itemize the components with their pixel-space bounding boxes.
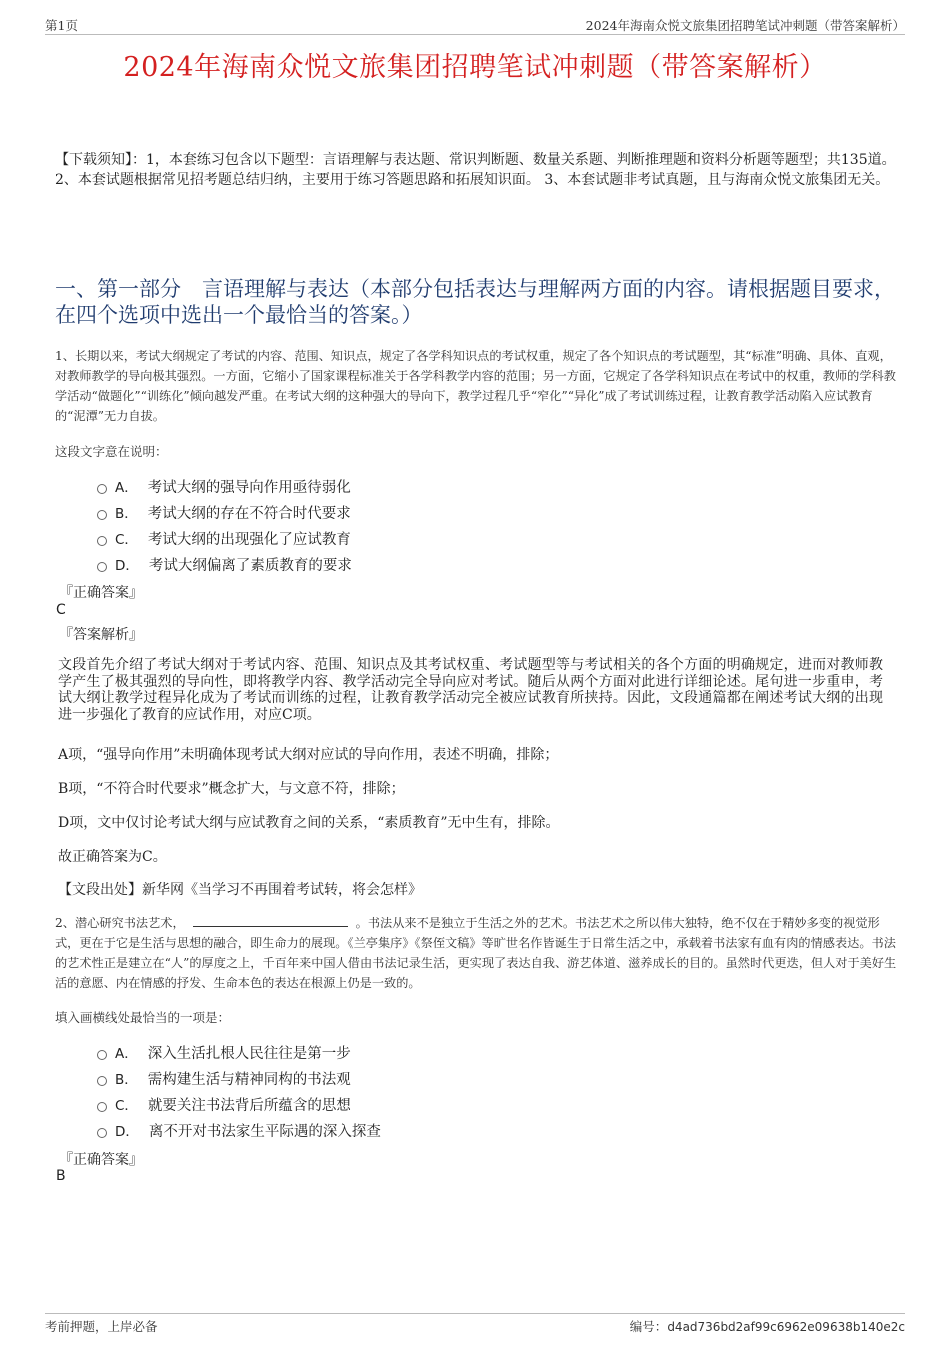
page-header (45, 14, 905, 35)
question-2-text: 2、潜心研究书法艺术， 。书法从来不是独立于生活之外的艺术。书法艺术之所以伟大独特，绝不仅在于精妙多变的视觉形式，更在于它是生活与思想的融合，即生命力的展现。《兰亭集序》《祭侄文稿》等旷世名作皆诞生于日常生活之中，承载着书法家有血有肉的情感表达。书法的艺术性正是建立在“人”的厚度之上，千百年来中国人借由书法记录生活，更实现了表达自我、游艺体道、滋养成长的目的。虽然时代更迭，但人对于美好生活的意愿、内在情感的抒发、生命本色的表达在根源上仍是一致的。 (55, 916, 897, 990)
question-2-option-b[interactable]: B． 需构建生活与精神同构的书法观 (97, 1068, 351, 1088)
radio-icon[interactable] (97, 1128, 107, 1138)
analysis-option-a: A项，“强导向作用”未明确体现考试大纲对应试的导向作用，表述不明确，排除； (58, 747, 559, 763)
radio-icon[interactable] (97, 484, 107, 494)
question-1-answer: C (56, 602, 66, 618)
question-2-prompt: 填入画横线处最恰当的一项是： (55, 1010, 231, 1025)
question-1-option-a[interactable]: A． 考试大纲的强导向作用亟待弱化 (97, 476, 351, 496)
question-2-option-a[interactable]: A． 深入生活扎根人民往往是第一步 (97, 1042, 351, 1062)
question-1-analysis: 文段首先介绍了考试大纲对于考试内容、范围、知识点及其考试权重、考试题型等与考试相关的各个方面的明确规定，进而对教师教学产生了极其强烈的导向性，即将教学内容、教学活动完全导向应对考试。随后从两个方面对此进行详细论述。尾句进一步重申，考试大纲让教学过程异化成为了考试而训练的过程，让教育教学活动完全被应试教育所挟持。因此，文段通篇都在阐述考试大纲的出现进一步强化了教育的应试作用，对应C项。 (58, 657, 883, 723)
download-notice: 【下载须知】：1，本套练习包含以下题型：言语理解与表达题、常识判断题、数量关系题、判断推理题和资料分析题等题型；共135道。 2、本套试题根据常见招考题总结归纳，主要用于练习答题思路和拓展知识面。 3、本套试题非考试真题，且与海南众悦文旅集团无关。 (55, 152, 896, 188)
question-1-analysis-label: 『答案解析』 (59, 627, 143, 643)
analysis-conclusion: 故正确答案为C。 (58, 849, 167, 865)
question-1-option-d[interactable]: D． 考试大纲偏离了素质教育的要求 (97, 554, 352, 574)
footer-slogan: 考前押题，上岸必备 (45, 1319, 158, 1334)
radio-icon[interactable] (97, 536, 107, 546)
question-1-answer-label: 『正确答案』 (59, 585, 143, 601)
analysis-option-d: D项，文中仅讨论考试大纲与应试教育之间的关系，“素质教育”无中生有，排除。 (58, 815, 560, 831)
radio-icon[interactable] (97, 1050, 107, 1060)
footer-code: 编号：d4ad736bd2af99c6962e09638b140e2c (629, 1319, 905, 1334)
question-2-option-d[interactable]: D． 离不开对书法家生平际遇的深入探查 (97, 1120, 381, 1140)
question-1-prompt: 这段文字意在说明： (55, 444, 168, 459)
question-1-text: 1、长期以来，考试大纲规定了考试的内容、范围、知识点，规定了各学科知识点的考试权重，规定了各个知识点的考试题型，其“标准”明确、具体、直观，对教师教学的导向极其强烈。一方面，它缩小了国家课程标准关于各学科教学内容的范围；另一方面，它规定了各学科知识点在考试中的权重，教师的学科教学活动“做题化”“训练化”倾向越发严重。在考试大纲的这种强大的导向下，教学过程几乎“窄化”“异化”成了考试训练过程，让教育教学活动陷入应试教育的“泥潭”无力自拔。 (55, 349, 896, 423)
document-title: 2024年海南众悦文旅集团招聘笔试冲刺题（带答案解析） (123, 52, 827, 83)
question-2-option-c[interactable]: C． 就要关注书法背后所蕴含的思想 (97, 1094, 351, 1114)
radio-icon[interactable] (97, 562, 107, 572)
page-footer (45, 1313, 905, 1334)
radio-icon[interactable] (97, 510, 107, 520)
header-doc-title: 2024年海南众悦文旅集团招聘笔试冲刺题（带答案解析） (585, 18, 905, 33)
question-2-answer: B (56, 1168, 66, 1184)
section-heading: 一、第一部分 言语理解与表达（本部分包括表达与理解两方面的内容。请根据题目要求，在四个选项中选出一个最恰当的答案。） (55, 277, 895, 327)
question-2-answer-label: 『正确答案』 (59, 1152, 143, 1168)
fill-blank-line (193, 914, 348, 927)
page-number: 第1页 (45, 18, 78, 33)
question-1-option-c[interactable]: C． 考试大纲的出现强化了应试教育 (97, 528, 351, 548)
radio-icon[interactable] (97, 1102, 107, 1112)
question-1-option-b[interactable]: B． 考试大纲的存在不符合时代要求 (97, 502, 351, 522)
radio-icon[interactable] (97, 1076, 107, 1086)
analysis-option-b: B项，“不符合时代要求”概念扩大，与文意不符，排除； (58, 781, 405, 797)
passage-source: 【文段出处】新华网《当学习不再围着考试转，将会怎样》 (58, 882, 422, 898)
